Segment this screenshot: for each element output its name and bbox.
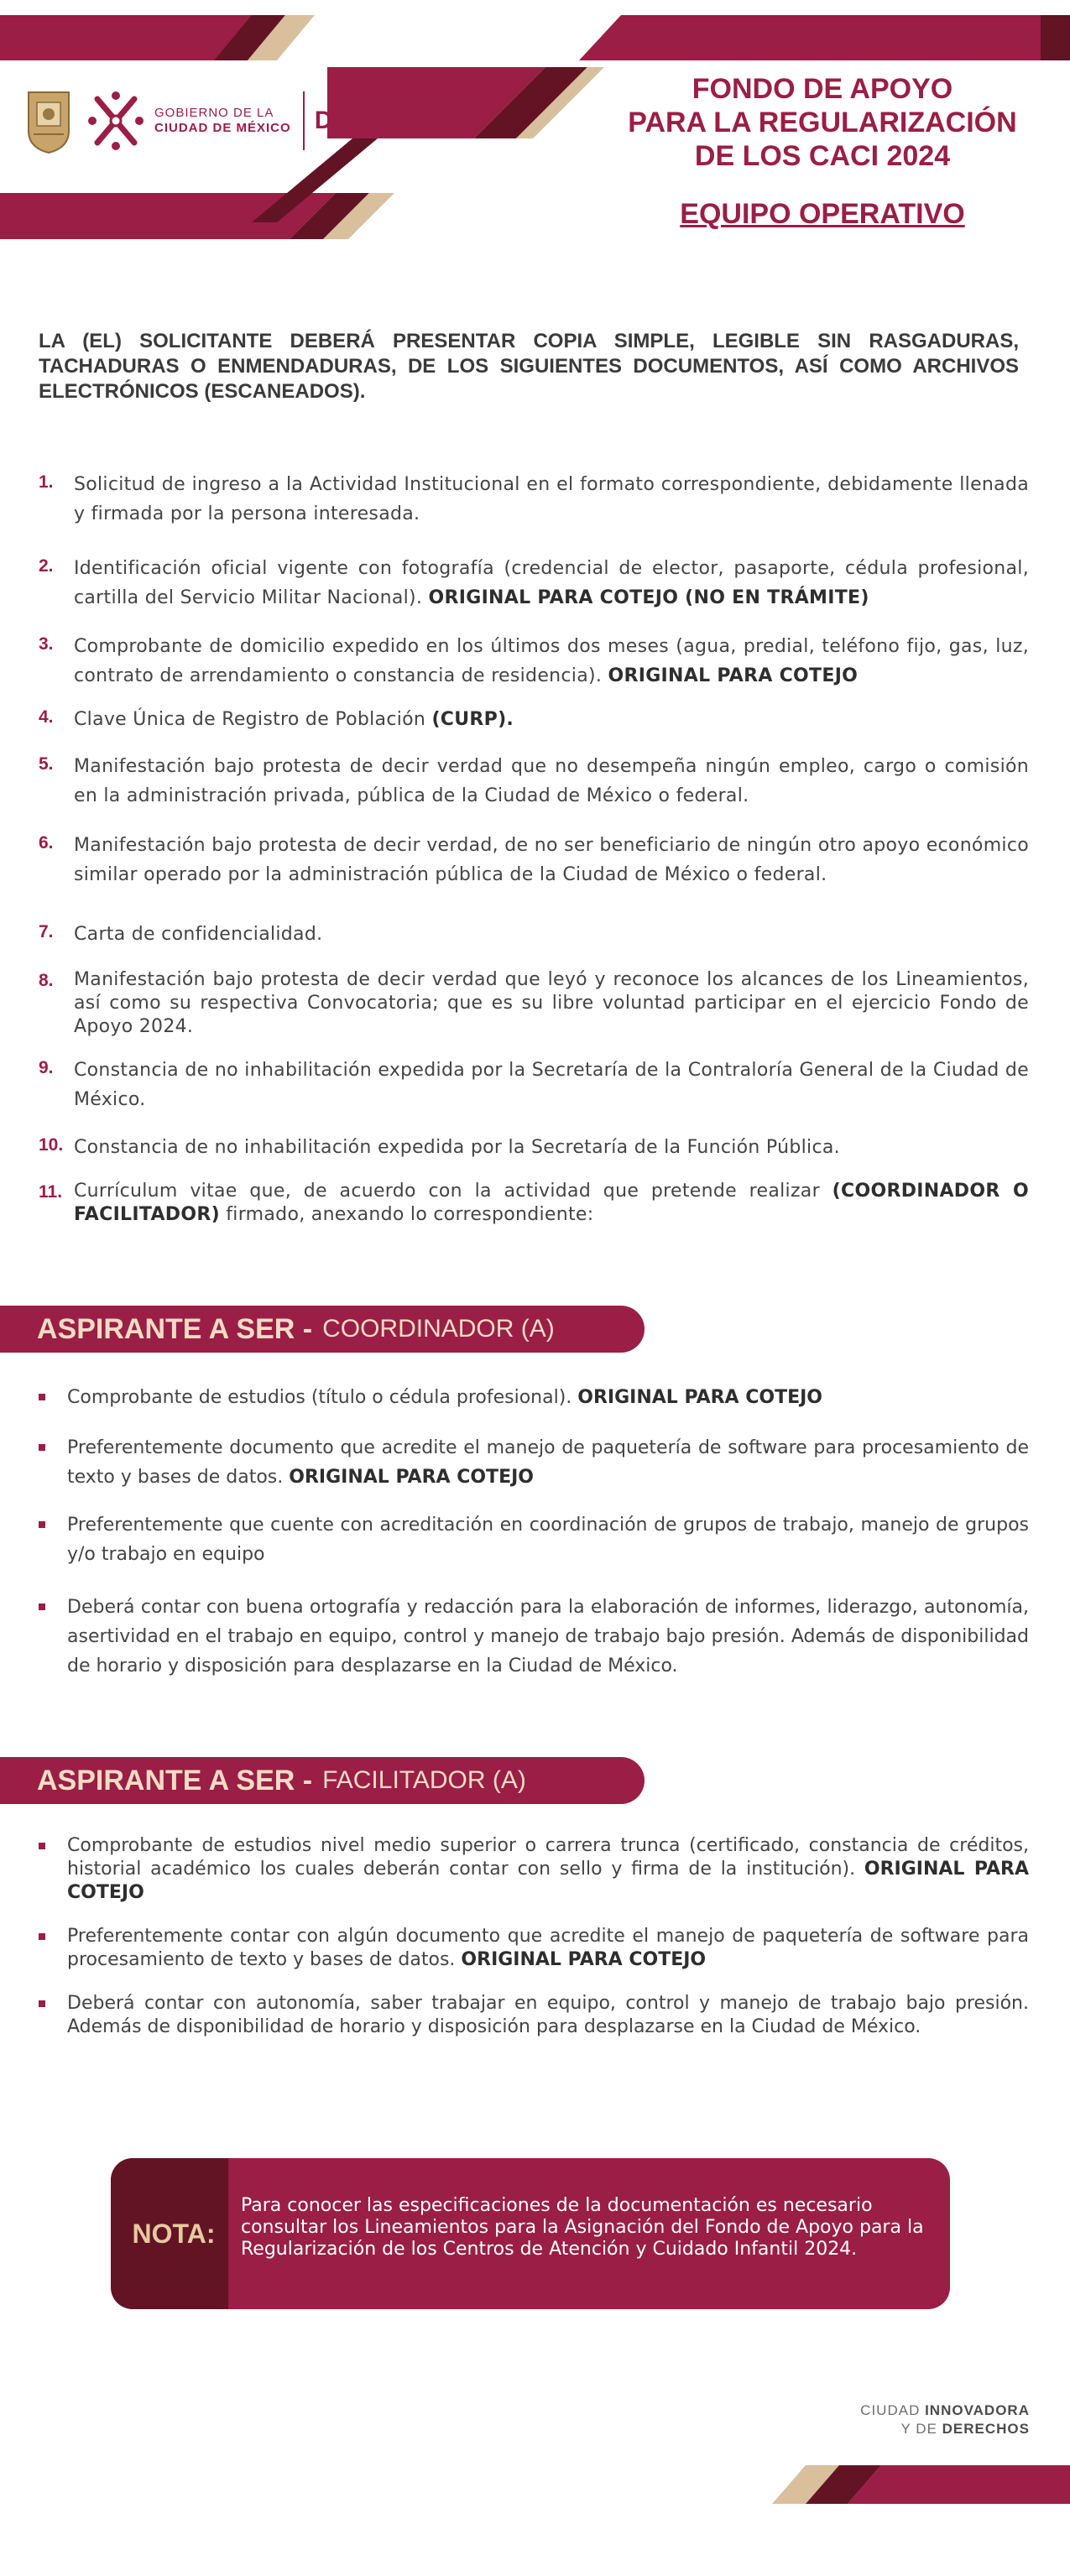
bullet-icon [39,1510,67,1569]
item-number: 6. [39,833,54,853]
logo-divider [303,91,305,150]
list-item [39,705,1029,734]
gobierno-line-2: CIUDAD DE MÉXICO [154,121,291,135]
item-text-body: Deberá contar con buena ortografía y redacción para la elaboración de informes, liderazgo, autonomía, asertividad en el trabajo en equipo, control y manejo de trabajo bajo presión. Además de disponibilidad de horario y disposición para desplazarse en la Ciudad de México. [67,1597,1029,1676]
page-title [554,72,1070,173]
bullet-icon [39,1433,67,1492]
item-text-strong: ORIGINAL PARA COTEJO [461,1949,707,1970]
item-text [74,920,1029,949]
item-number: 9. [39,1058,54,1077]
item-text-body: Comprobante de domicilio expedido en los últimos dos meses (agua, predial, teléfono fijo, gas, luz, contrato de arrendamiento o constancia de residencia). [74,636,1029,686]
bullet-icon [39,1383,67,1412]
item-text-body: Preferentemente contar con algún documento que acredite el manejo de paquetería de software para procesamiento de texto y bases de datos. [67,1926,1029,1970]
list-item [39,1925,1029,1972]
item-text-strong: ORIGINAL PARA COTEJO [67,1859,1029,1903]
list-item [39,1056,1029,1114]
item-text [67,1992,1029,2039]
page-subtitle: EQUIPO OPERATIVO [680,198,965,230]
item-text [74,632,1029,691]
list-item [39,632,1029,691]
footer-line-1-bold: INNOVADORA [925,2402,1030,2418]
note-label-panel [111,2158,228,2309]
list-item [39,470,1029,529]
title-line-1: FONDO DE APOYO [692,73,953,105]
footer-line-2-normal: Y DE [900,2421,942,2437]
banner-prefix: ASPIRANTE A SER - [37,1312,313,1345]
cdmx-mark-icon [86,87,146,154]
list-item [39,1383,1029,1412]
item-number: 5. [39,754,54,774]
banner-role: COORDINADOR (A) [322,1315,555,1343]
section-banner-facilitador [0,1757,645,1804]
item-text [74,1056,1029,1114]
cdmx-shield-icon [25,87,72,154]
list-item [39,752,1029,811]
item-text-strong: ORIGINAL PARA COTEJO [577,1387,822,1408]
item-number: 2. [39,556,54,576]
dif-logo: DIF [314,107,356,134]
list-item [39,1992,1029,2039]
list-item [39,1593,1029,1681]
item-text-body: Clave Única de Registro de Población [74,709,432,730]
bullet-icon [39,1593,67,1681]
item-text-body: Constancia de no inhabilitación expedida por la Secretaría de la Función Pública. [74,1137,840,1158]
item-number: 4. [39,707,54,727]
list-item [39,1433,1029,1492]
intro-paragraph: LA (EL) SOLICITANTE DEBERÁ PRESENTAR COPIA SIMPLE, LEGIBLE SIN RASGADURAS, TACHADURAS O ENMENDADURAS, DE LOS SIGUIENTES DOCUMENTOS, ASÍ COMO ARCHIVOS ELECTRÓNICOS (ESCANEADOS). [39,330,1019,403]
item-number: 10. [39,1135,64,1155]
item-text [74,1180,1029,1227]
footer-line-1-normal: CIUDAD [860,2402,926,2418]
note-box [111,2158,950,2309]
gobierno-line-1: GOBIERNO DE LA [154,106,274,120]
section-banner-coordinador [0,1306,645,1353]
item-text [67,1433,1029,1492]
item-text-body: Constancia de no inhabilitación expedida por la Secretaría de la Contraloría General de la Ciudad de México. [74,1060,1029,1110]
list-item [39,1180,1029,1227]
item-text-body: Carta de confidencialidad. [74,924,323,945]
item-text-body: Manifestación bajo protesta de decir verdad que no desempeña ningún empleo, cargo o comisión en la administración privada, pública de la Ciudad de México o federal. [74,756,1029,806]
bullet-icon [39,1834,67,1905]
footer-decoration [739,2459,1070,2509]
footer-brand-line-2 [860,2420,1030,2438]
banner-prefix: ASPIRANTE A SER - [37,1764,313,1796]
item-text [67,1383,1029,1412]
list-item [39,920,1029,949]
item-text-body: Comprobante de estudios (título o cédula profesional). [67,1387,578,1408]
item-text-body: Comprobante de estudios nivel medio superior o carrera trunca (certificado, constancia de créditos, historial académico los cuales deberán contar con sello y firma de la institución). [67,1835,1029,1880]
item-text-strong: ORIGINAL PARA COTEJO (NO EN TRÁMITE) [428,587,869,608]
item-text-strong: ORIGINAL PARA COTEJO [608,665,859,686]
item-text [74,554,1029,613]
footer-line-2-bold: DERECHOS [942,2421,1030,2437]
footer-brand [860,2401,1030,2438]
item-text-body: Identificación oficial vigente con fotografía (credencial de elector, pasaporte, cédula profesional, cartilla del Servicio Militar Nacional). [74,558,1029,608]
list-item [39,831,1029,889]
item-text [74,752,1029,811]
footer-brand-line-1 [860,2401,1030,2420]
item-text [67,1510,1029,1569]
item-number: 8. [39,971,54,990]
item-text [67,1834,1029,1905]
list-item [39,1133,1029,1162]
item-text-body: Manifestación bajo protesta de decir verdad que leyó y reconoce los alcances de los Lineamientos, así como su respectiva Convocatoria; que es su libre voluntad participar en el ejercicio Fondo de Apoyo 2024. [74,969,1029,1037]
list-item [39,554,1029,613]
item-text [74,705,1029,734]
item-text [74,1133,1029,1162]
bullet-icon [39,1992,67,2039]
bullet-icon [39,1925,67,1972]
item-text-body: Preferentemente que cuente con acreditación en coordinación de grupos de trabajo, manejo de grupos y/o trabajo en equipo [67,1515,1029,1565]
item-text-body: Currículum vitae que, de acuerdo con la actividad que pretende realizar [74,1181,833,1202]
item-number: 1. [39,472,54,492]
title-line-2: PARA LA REGULARIZACIÓN [628,107,1017,138]
government-logos [25,87,355,154]
item-number: 11. [39,1182,63,1202]
item-text-strong: (CURP). [431,709,514,730]
banner-role: FACILITADOR (A) [322,1766,526,1794]
item-number: 7. [39,922,54,941]
title-line-3: DE LOS CACI 2024 [694,140,951,172]
list-item [39,968,1029,1039]
item-text-tail: firmado, anexando lo correspondiente: [219,1204,594,1225]
note-label: NOTA: [132,2218,216,2249]
item-text-body: Preferentemente documento que acredite el manejo de paquetería de software para procesamiento de texto y bases de datos. [67,1437,1029,1488]
item-text-strong: ORIGINAL PARA COTEJO [289,1467,534,1488]
item-number: 3. [39,634,54,654]
item-text-body: Manifestación bajo protesta de decir verdad, de no ser beneficiario de ningún otro apoyo económico similar operado por la administración pública de la Ciudad de México o federal. [74,835,1029,885]
gobierno-cdmx-text [154,106,291,136]
item-text [67,1925,1029,1972]
item-text-body: Solicitud de ingreso a la Actividad Institucional en el formato correspondiente, debidamente llenada y firmada por la persona interesada. [74,474,1029,524]
item-text [67,1593,1029,1681]
note-text: Para conocer las especificaciones de la documentación es necesario consultar los Lineamientos para la Asignación del Fondo de Apoyo para la Regularización de los Centros de Atención y Cuidado Infantil 2024. [241,2195,924,2260]
list-item [39,1510,1029,1569]
item-text-strong: (COORDINADOR O FACILITADOR) [74,1181,1029,1225]
item-text [74,831,1029,889]
item-text-body: Deberá contar con autonomía, saber trabajar en equipo, control y manejo de trabajo bajo presión. Además de disponibilidad de horario y disposición para desplazarse en la Ciudad de México. [67,1993,1029,2037]
item-text [74,470,1029,529]
item-text [74,968,1029,1039]
list-item [39,1834,1029,1905]
